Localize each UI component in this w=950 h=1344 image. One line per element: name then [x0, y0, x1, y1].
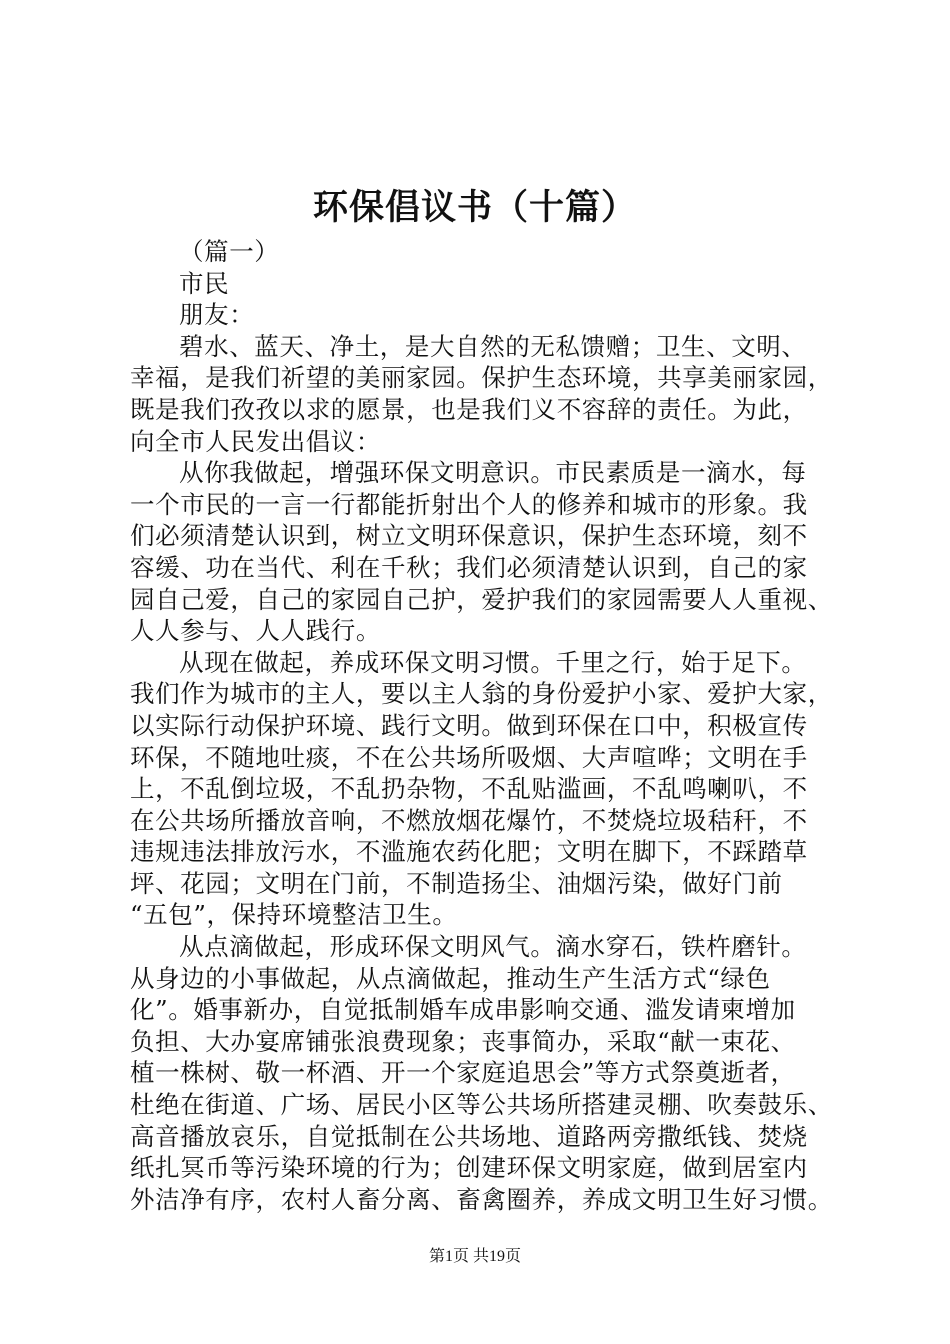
text-line: 从你我做起，增强环保文明意识。市民素质是一滴水，每 — [179, 458, 807, 488]
text-line: 从身边的小事做起，从点滴做起，推动生产生活方式“绿色 — [130, 963, 771, 993]
text-line: 外洁净有序，农村人畜分离、畜禽圈养，养成文明卫生好习惯。 — [130, 1184, 833, 1214]
text-line: 从点滴做起，形成环保文明风气。滴水穿石，铁杵磨针。 — [179, 932, 807, 962]
text-line: 负担、大办宴席铺张浪费现象；丧事简办，采取“献一束花、 — [130, 1026, 796, 1056]
text-line: 碧水、蓝天、净土，是大自然的无私馈赠；卫生、文明、 — [179, 331, 807, 361]
text-line: 上，不乱倒垃圾，不乱扔杂物，不乱贴滥画，不乱鸣喇叭，不 — [130, 774, 808, 804]
text-line: 环保，不随地吐痰，不在公共场所吸烟、大声喧哗；文明在手 — [130, 742, 808, 772]
text-line: 从现在做起，养成环保文明习惯。千里之行，始于足下。 — [179, 647, 807, 677]
text-line: 违规违法排放污水，不滥施农药化肥；文明在脚下，不踩踏草 — [130, 837, 808, 867]
text-line: 我们作为城市的主人，要以主人翁的身份爱护小家、爱护大家， — [130, 679, 833, 709]
text-line: 朋友： — [179, 300, 255, 330]
text-line: 植一株树、敬一杯酒、开一个家庭追思会”等方式祭奠逝者， — [130, 1058, 796, 1088]
text-line: 坪、花园；文明在门前，不制造扬尘、油烟污染，做好门前 — [130, 868, 783, 898]
text-line: 纸扎冥币等污染环境的行为；创建环保文明家庭，做到居室内 — [130, 1153, 808, 1183]
text-line: 容缓、功在当代、利在千秋；我们必须清楚认识到，自己的家 — [130, 552, 808, 582]
text-line: 一个市民的一言一行都能折射出个人的修养和城市的形象。我 — [130, 489, 808, 519]
document-body — [130, 236, 833, 1215]
text-line: 在公共场所播放音响，不燃放烟花爆竹，不焚烧垃圾秸秆，不 — [130, 805, 808, 835]
page-footer: 第1页 共19页 — [428, 1248, 521, 1265]
text-line: 幸福，是我们祈望的美丽家园。保护生态环境，共享美丽家园， — [130, 363, 833, 393]
text-line: 们必须清楚认识到，树立文明环保意识，保护生态环境，刻不 — [130, 521, 808, 551]
text-line: 市民 — [179, 268, 230, 298]
text-line: 园自己爱，自己的家园自己护，爱护我们的家园需要人人重视、 — [130, 584, 833, 614]
document-title: 环保倡议书（十篇） — [312, 187, 637, 228]
text-line: （篇一） — [179, 237, 280, 266]
text-line: 向全市人民发出倡议： — [130, 426, 381, 456]
text-line: “五包”，保持环境整洁卫生。 — [130, 900, 458, 930]
text-line: 以实际行动保护环境、践行文明。做到环保在口中，积极宣传 — [130, 710, 808, 740]
text-line: 杜绝在街道、广场、居民小区等公共场所搭建灵棚、吹奏鼓乐、 — [130, 1090, 833, 1120]
text-line: 人人参与、人人践行。 — [130, 616, 381, 646]
text-line: 既是我们孜孜以求的愿景，也是我们义不容辞的责任。为此， — [130, 394, 808, 424]
text-line: 化”。婚事新办，自觉抵制婚车成串影响交通、滥发请柬增加 — [130, 995, 796, 1025]
text-line: 高音播放哀乐，自觉抵制在公共场地、道路两旁撒纸钱、焚烧 — [130, 1121, 808, 1151]
